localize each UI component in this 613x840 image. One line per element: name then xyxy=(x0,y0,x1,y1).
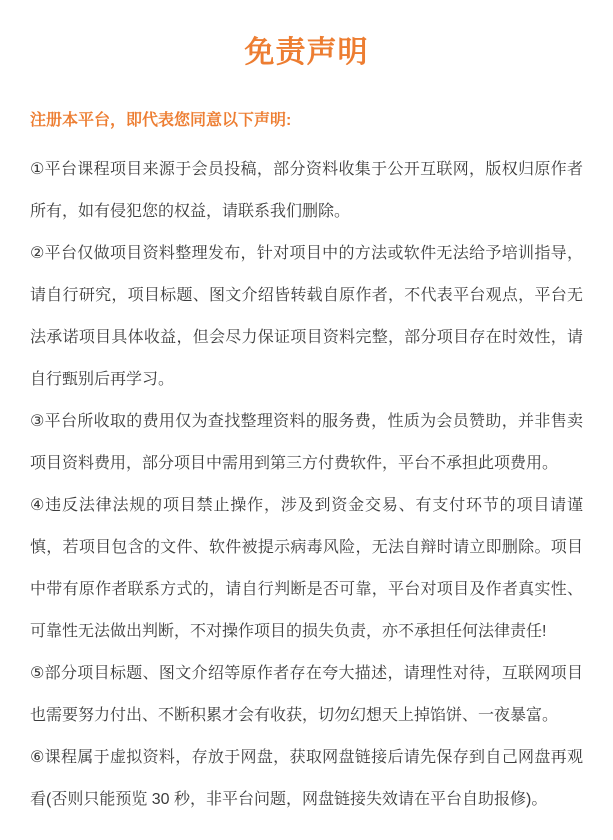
page-title: 免责声明 xyxy=(244,36,369,69)
disclaimer-paragraph-5: ⑤部分项目标题、图文介绍等原作者存在夸大描述，请理性对待，互联网项目也需要努力付出、不断积累才会有收获，切勿幻想天上掉馅饼、一夜暴富。 xyxy=(30,665,583,724)
disclaimer-body xyxy=(30,132,583,821)
disclaimer-paragraph-3: ③平台所收取的费用仅为查找整理资料的服务费，性质为会员赞助，并非售卖项目资料费用，部分项目中需用到第三方付费软件，平台不承担此项费用。 xyxy=(30,413,583,472)
disclaimer-paragraph-6: ⑥课程属于虚拟资料，存放于网盘，获取网盘链接后请先保存到自己网盘再观看(否则只能预览 30 秒，非平台问题，网盘链接失效请在平台自助报修)。 xyxy=(30,749,583,808)
disclaimer-paragraph-1: ①平台课程项目来源于会员投稿，部分资料收集于公开互联网，版权归原作者所有，如有侵犯您的权益，请联系我们删除。 xyxy=(30,161,583,220)
disclaimer-paragraph-2: ②平台仅做项目资料整理发布，针对项目中的方法或软件无法给予培训指导，请自行研究，项目标题、图文介绍皆转载自原作者，不代表平台观点，平台无法承诺项目具体收益，但会尽力保证项目资料完整，部分项目存在时效性，请自行甄别后再学习。 xyxy=(30,245,583,388)
disclaimer-paragraph-4: ④违反法律法规的项目禁止操作，涉及到资金交易、有支付环节的项目请谨慎，若项目包含的文件、软件被提示病毒风险，无法自辩时请立即删除。项目中带有原作者联系方式的，请自行判断是否可靠，平台对项目及作者真实性、可靠性无法做出判断，不对操作项目的损失负责，亦不承担任何法律责任! xyxy=(30,497,583,640)
intro-statement: 注册本平台，即代表您同意以下声明: xyxy=(30,112,292,129)
